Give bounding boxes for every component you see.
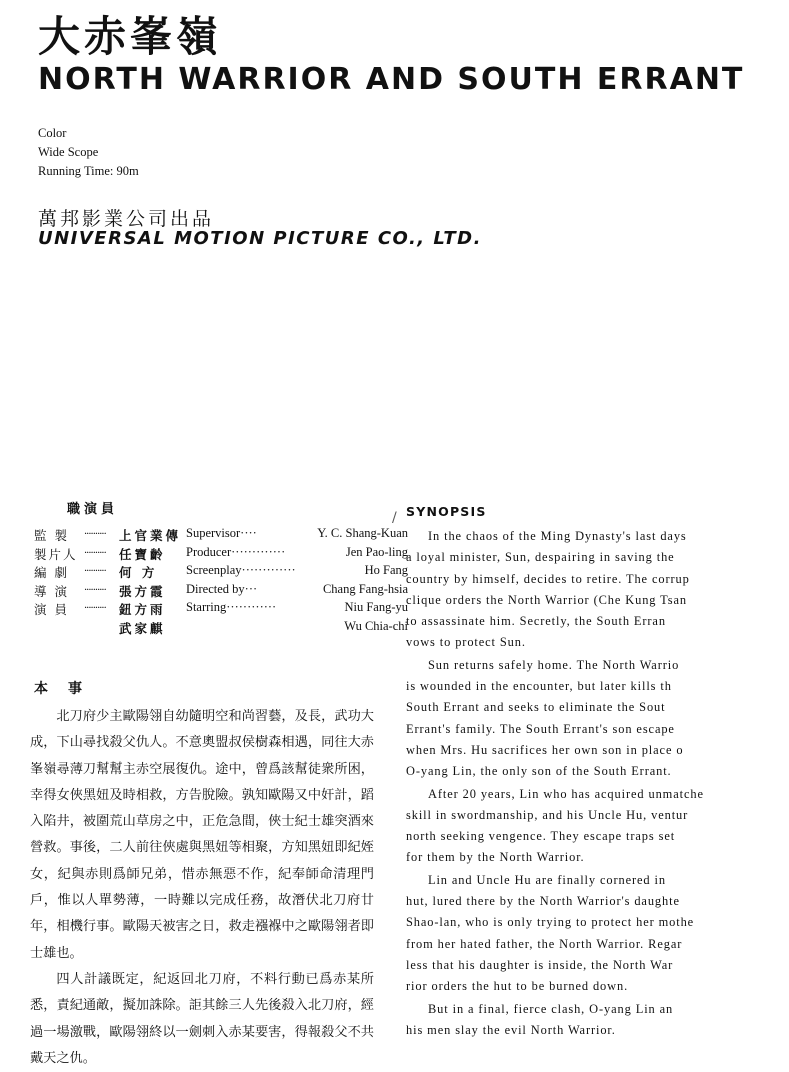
synopsis-paragraph bbox=[406, 870, 754, 998]
synopsis-heading: SYNOPSIS bbox=[406, 504, 487, 519]
story-paragraph: 北刀府少主歐陽翎自幼隨明空和尚習藝，及長，武功大成，下山尋找殺父仇人。不意奧盟叔侯樹森相遇，同往大赤峯嶺尋薄刀幫幫主赤空展復仇。途中，曾爲該幫徒衆所困，幸得女俠黑妞及時相救，方告脫險。孰知歐陽又中奸計，蹈入陷井，被圍荒山草房之中，正危急間，俠士紀士雄突酒來營救。事後，二人前往俠處與黑妞等相聚，方知黑妞即紀姪女，紀與赤則爲師兄弟，惜赤無惡不作，紀奉師命清理門戶，惟以人單勢薄，一時難以完成任務，故潛伏北刀府廿年，相機行事。歐陽天被害之日，救走襁褓中之歐陽翎者即士雄也。 bbox=[30, 709, 374, 961]
role-chinese: 導 演 bbox=[34, 583, 69, 599]
synopsis-line: vows to protect Sun. bbox=[406, 635, 526, 650]
synopsis-line: South Errant and seeks to eliminate the Sout bbox=[406, 700, 666, 715]
credit-english bbox=[186, 582, 408, 597]
dot-leader: ·········· bbox=[84, 584, 106, 596]
name-chinese: 任寶齡 bbox=[119, 546, 166, 562]
role-chinese: 編 劇 bbox=[34, 565, 69, 580]
name-english: Niu Fang-yu bbox=[344, 600, 408, 614]
synopsis-line: when Mrs. Hu sacrifices her own son in place o bbox=[406, 742, 684, 757]
synopsis-line: is wounded in the encounter, but later kills th bbox=[406, 679, 672, 694]
stray-mark: / bbox=[392, 510, 397, 526]
company-chinese: 萬邦影業公司出品 bbox=[38, 208, 215, 230]
name-chinese: 張方霞 bbox=[119, 583, 166, 599]
synopsis-paragraph bbox=[406, 999, 754, 1042]
meta-color: Color bbox=[38, 126, 67, 140]
name-english: Chang Fang-hsia bbox=[322, 581, 408, 596]
synopsis-line: to assassinate him. Secretly, the South Erran bbox=[406, 614, 666, 629]
synopsis-line: his men slay the evil North Warrior. bbox=[406, 1022, 616, 1037]
synopsis-text bbox=[406, 526, 754, 1042]
role-chinese: 監 製 bbox=[34, 528, 69, 543]
synopsis-line: In the chaos of the Ming Dynasty's last days bbox=[428, 529, 687, 543]
role-chinese: 製片人 bbox=[34, 546, 78, 562]
company-english: UNIVERSAL MOTION PICTURE CO., LTD. bbox=[38, 228, 482, 249]
dot-leader: ·········· bbox=[84, 529, 106, 540]
dot-leader: ·········· bbox=[84, 547, 106, 559]
synopsis-line: clique orders the North Warrior (Che Kung Tsan bbox=[406, 592, 687, 607]
synopsis-line: hut, lured there by the North Warrior's daughte bbox=[406, 894, 680, 909]
synopsis-line: north seeking vengence. They escape traps set bbox=[406, 829, 676, 844]
meta-running-time: Running Time: 90m bbox=[38, 164, 139, 178]
synopsis-line: O-yang Lin, the only son of the South Errant. bbox=[406, 764, 672, 779]
role-english: Starring············ bbox=[186, 600, 277, 614]
name-chinese: 上官業傳 bbox=[119, 528, 182, 543]
credits-heading: 職演員 bbox=[67, 502, 119, 517]
name-english: Jen Pao-ling bbox=[345, 544, 408, 559]
synopsis-line: Lin and Uncle Hu are finally cornered in bbox=[428, 872, 666, 887]
dot-leader: ·········· bbox=[84, 603, 106, 614]
synopsis-line: skill in swordmanship, and his Uncle Hu, ventur bbox=[406, 807, 689, 822]
role-english: Directed by··· bbox=[186, 581, 258, 596]
synopsis-line: country by himself, decides to retire. The corrup bbox=[406, 571, 690, 586]
film-meta bbox=[38, 124, 139, 181]
role-english: Supervisor···· bbox=[186, 526, 257, 540]
title-english: NORTH WARRIOR AND SOUTH ERRANT bbox=[38, 62, 745, 97]
synopsis-line: Shao-lan, who is only trying to protect her mothe bbox=[406, 915, 695, 930]
story-paragraph: 四人計議既定，紀返回北刀府，不料行動已爲赤某所悉，責紀通敵，擬加誅除。詎其餘三人先後殺入北刀府，經過一場激戰，歐陽翎終以一劍刺入赤某要害，得報殺父不共戴天之仇。 bbox=[30, 971, 374, 1066]
credit-english bbox=[186, 619, 408, 634]
synopsis-line: But in a final, fierce clash, O-yang Lin an bbox=[428, 1001, 674, 1016]
synopsis-line: from her hated father, the North Warrior. Regar bbox=[406, 936, 683, 951]
synopsis-paragraph bbox=[406, 655, 754, 783]
synopsis-paragraph bbox=[406, 526, 754, 654]
name-english: Y. C. Shang-Kuan bbox=[317, 526, 408, 540]
meta-scope: Wide Scope bbox=[38, 145, 99, 159]
credit-english bbox=[186, 526, 408, 541]
role-english: Producer············· bbox=[186, 544, 286, 559]
synopsis-line: less that his daughter is inside, the North War bbox=[406, 957, 674, 972]
synopsis-line: After 20 years, Lin who has acquired unmatche bbox=[428, 786, 704, 801]
story-text bbox=[30, 704, 374, 1072]
name-english: Wu Chia-chi bbox=[344, 618, 408, 633]
role-chinese: 演 員 bbox=[34, 602, 69, 617]
dot-leader: ·········· bbox=[84, 566, 106, 577]
story-heading: 本事 bbox=[34, 681, 102, 697]
synopsis-line: Errant's family. The South Errant's son escape bbox=[406, 721, 675, 736]
synopsis-paragraph bbox=[406, 784, 754, 869]
credit-english bbox=[186, 600, 408, 615]
synopsis-line: rior orders the hut to be burned down. bbox=[406, 979, 629, 994]
title-chinese: 大赤峯嶺 bbox=[38, 12, 223, 61]
role-english: Screenplay············· bbox=[186, 563, 296, 577]
name-chinese: 鈕方雨 bbox=[119, 602, 166, 617]
name-chinese: 何 方 bbox=[119, 565, 158, 580]
name-english: Ho Fang bbox=[364, 563, 408, 577]
credit-english bbox=[186, 545, 408, 560]
credit-english bbox=[186, 563, 408, 578]
synopsis-line: Sun returns safely home. The North Warrio bbox=[428, 657, 680, 672]
synopsis-line: a loyal minister, Sun, despairing in saving the bbox=[406, 550, 675, 565]
synopsis-line: for them by the North Warrior. bbox=[406, 850, 585, 865]
name-chinese: 武家麒 bbox=[119, 620, 166, 636]
